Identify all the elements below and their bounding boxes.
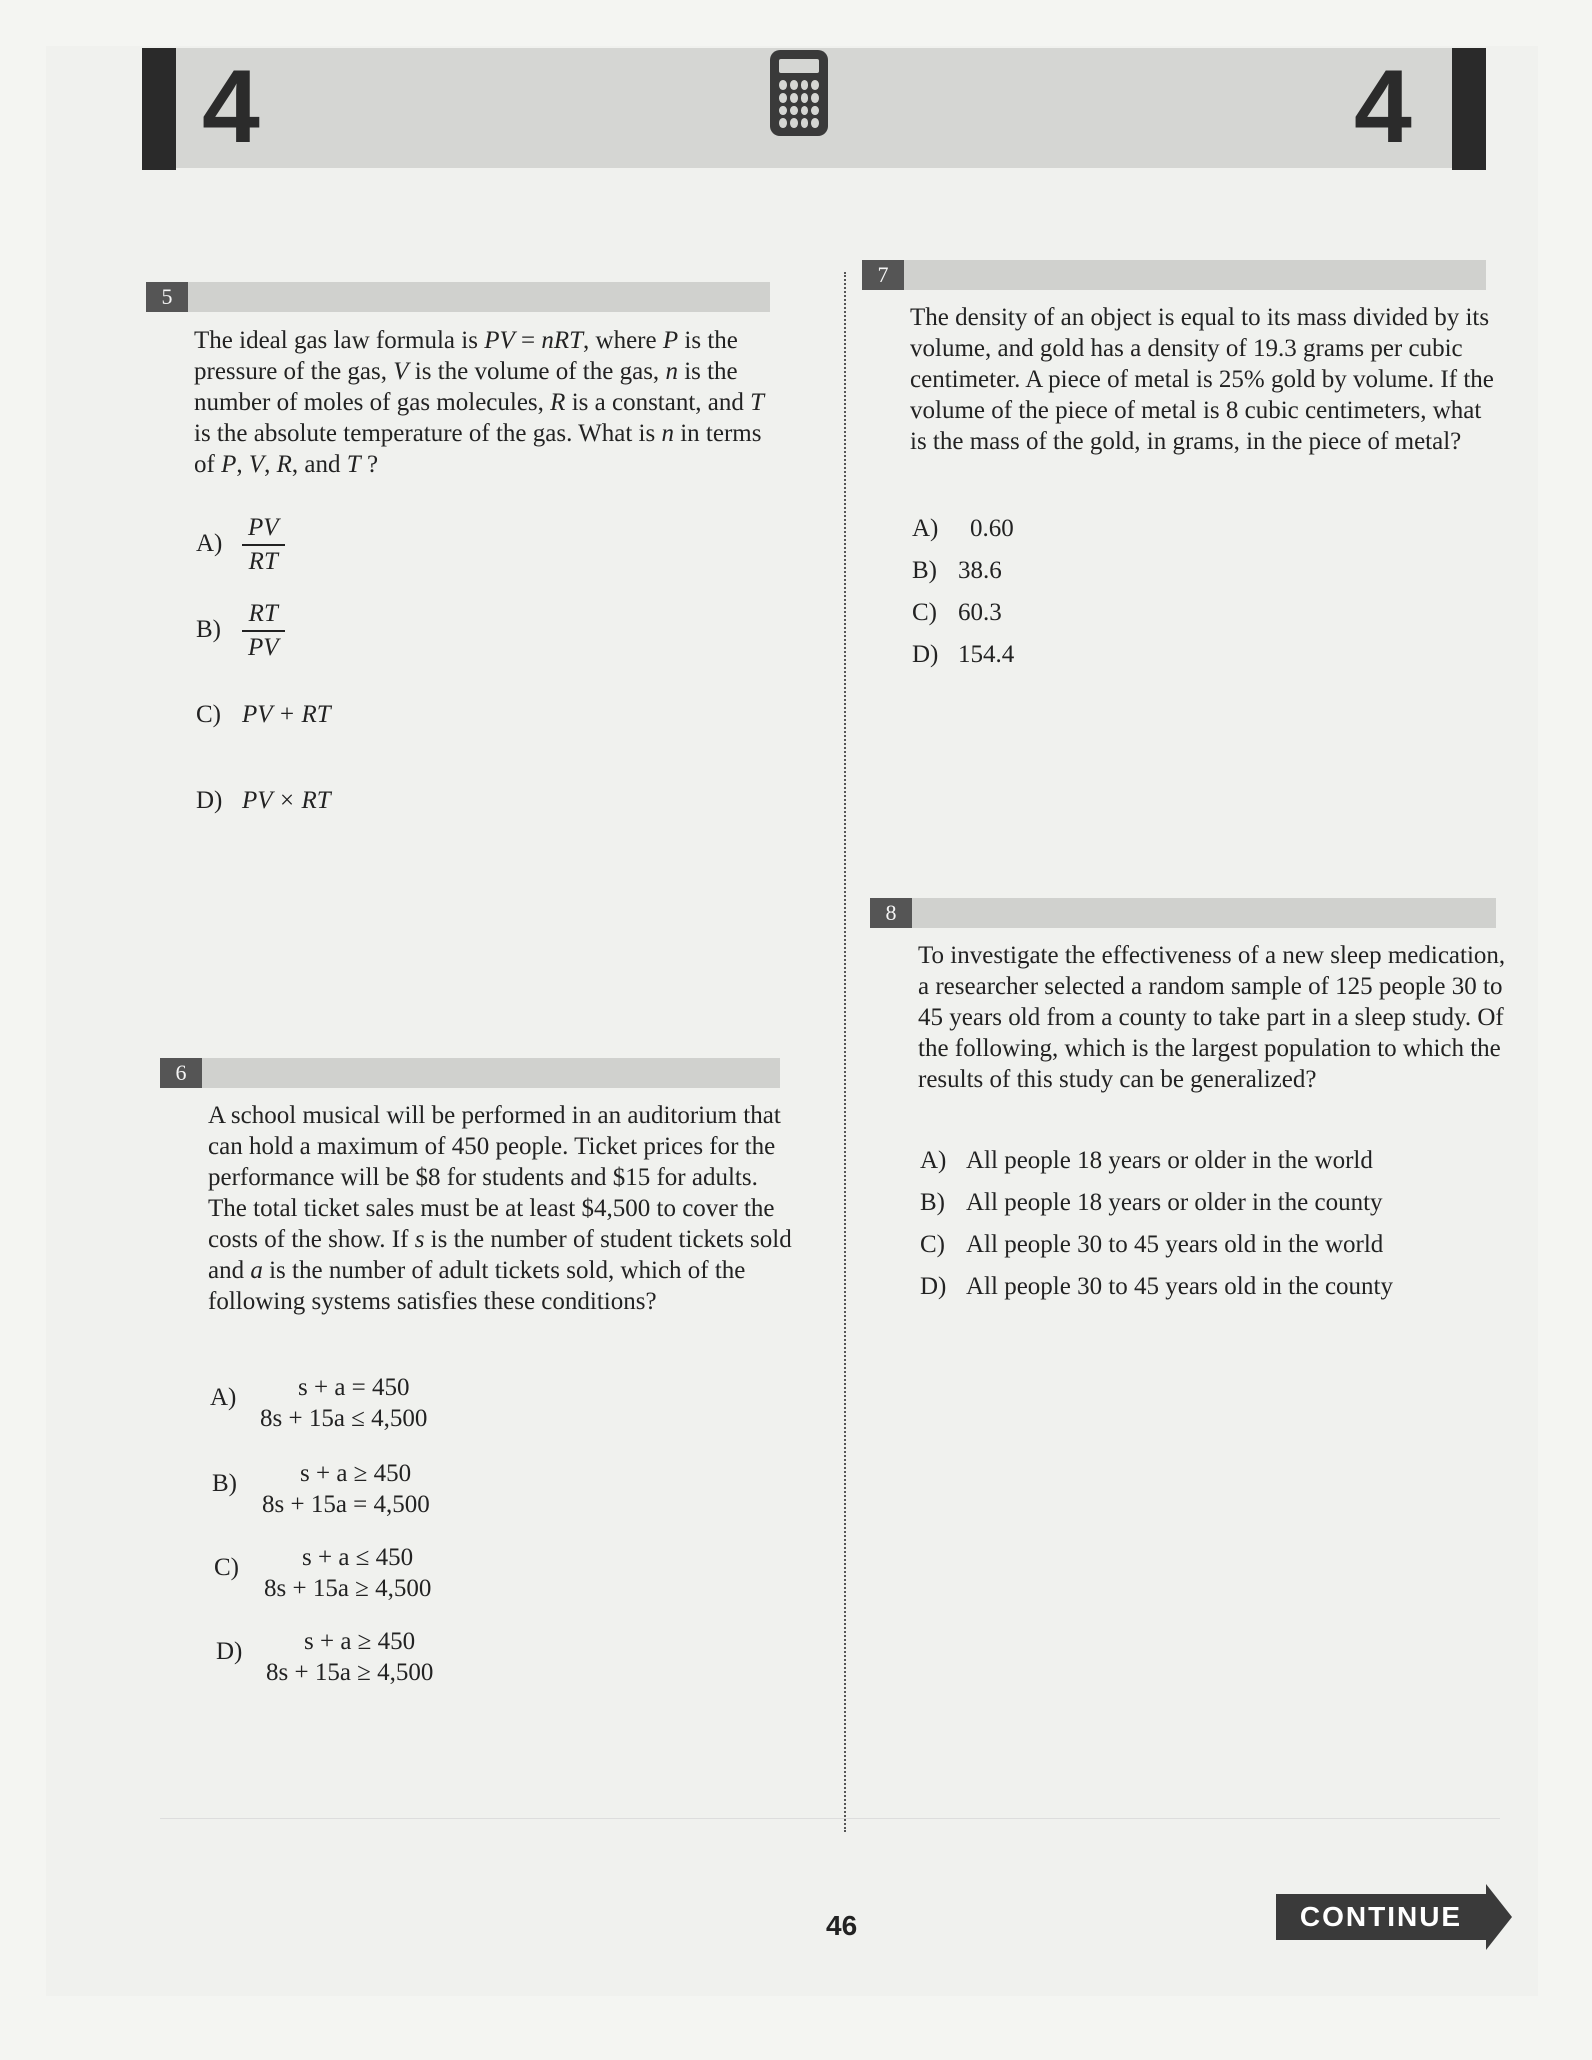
question-5-choice-c[interactable] <box>196 700 331 730</box>
system-line-1: s + a ≥ 450 <box>300 1460 412 1487</box>
question-7-text: The density of an object is equal to its mass divided by its volume, and gold has a density of 19.3 grams per cubic centimeter. A piece of metal is 25% gold by volume. If the volume of the piece of metal is 8 cubic centimeters, what is the mass of the gold, in grams, in the piece of metal? <box>910 304 1494 455</box>
question-7-choice-a[interactable] <box>912 514 1014 544</box>
system-line-1: s + a ≥ 450 <box>304 1628 416 1655</box>
continue-arrow-icon <box>1486 1884 1512 1950</box>
choice-label: B) <box>196 615 221 643</box>
choice-text: 60.3 <box>958 599 1002 626</box>
header-right-bar <box>1452 48 1486 170</box>
question-6-bar <box>160 1058 780 1088</box>
fraction: $\frac{PV}{RT}$ <box>242 512 285 578</box>
question-7-number: 7 <box>862 260 904 290</box>
fraction: $\frac{RT}{PV}$ <box>242 598 285 664</box>
choice-label: A) <box>196 529 223 557</box>
question-6-choice-d[interactable] <box>216 1626 433 1688</box>
question-8-choice-b[interactable] <box>920 1188 1383 1218</box>
choice-label: C) <box>920 1231 945 1258</box>
choice-label: B) <box>912 557 937 584</box>
choice-text: All people 18 years or older in the county <box>966 1189 1383 1216</box>
choice-text: 0.60 <box>970 515 1014 542</box>
choice-label: C) <box>196 701 221 728</box>
page-number: 46 <box>826 1910 858 1941</box>
system-line-1: s + a = 450 <box>298 1374 410 1401</box>
choice-text: PV + RT <box>242 701 331 728</box>
question-6-choice-b[interactable] <box>212 1458 430 1520</box>
system-line-2: 8s + 15a ≥ 4,500 <box>264 1575 432 1602</box>
section-number-right: 4 <box>1354 49 1412 165</box>
question-5-choice-a[interactable] <box>196 512 285 578</box>
choice-text: 154.4 <box>958 641 1015 668</box>
system-line-2: 8s + 15a ≥ 4,500 <box>266 1659 434 1686</box>
question-8-choice-c[interactable] <box>920 1230 1383 1260</box>
question-8-choice-a[interactable] <box>920 1146 1373 1176</box>
continue-button[interactable]: CONTINUE <box>1276 1894 1486 1940</box>
choice-label: A) <box>210 1384 237 1411</box>
system-line-2: 8s + 15a = 4,500 <box>262 1491 430 1518</box>
header-left-bar <box>142 48 176 170</box>
choice-text: All people 30 to 45 years old in the world <box>966 1231 1384 1258</box>
choice-label: A) <box>920 1147 947 1174</box>
question-8-choice-d[interactable] <box>920 1272 1393 1302</box>
choice-text: All people 30 to 45 years old in the county <box>966 1273 1394 1300</box>
choice-text: PV × RT <box>242 787 331 814</box>
question-5-number: 5 <box>146 282 188 312</box>
question-6-number: 6 <box>160 1058 202 1088</box>
choice-text: 38.6 <box>958 557 1002 584</box>
choice-label: A) <box>912 515 939 542</box>
question-6-choice-a[interactable] <box>210 1372 427 1434</box>
section-number-left: 4 <box>202 49 260 165</box>
question-6-text: A school musical will be performed in an auditorium that can hold a maximum of 450 people. Ticket prices for the performance will be $8 for students and $15 for adults. The total ticket sales must be at least $4,500 to cover the costs of the show. If s is the number of student tickets sold and a is the number of adult tickets sold, which of the following systems satisfies these conditions? <box>208 1102 792 1315</box>
question-7-bar <box>862 260 1486 290</box>
question-5-choice-b[interactable] <box>196 598 285 664</box>
question-5-choice-d[interactable] <box>196 786 331 816</box>
choice-label: D) <box>912 641 939 668</box>
footer-rule <box>160 1818 1500 1819</box>
choice-label: C) <box>214 1554 239 1581</box>
question-8-number: 8 <box>870 898 912 928</box>
question-5-text: The ideal gas law formula is PV = nRT, where P is the pressure of the gas, V is the volume of the gas, n is the number of moles of gas molecules, R is a constant, and T is the absolute temperature of the gas. What is n in terms of P, V, R, and T ? <box>194 327 765 478</box>
column-divider <box>844 272 846 1832</box>
question-7-choice-c[interactable] <box>912 598 1002 628</box>
question-5-bar <box>146 282 770 312</box>
question-8-bar <box>870 898 1496 928</box>
choice-label: B) <box>920 1189 945 1216</box>
system-line-2: 8s + 15a ≤ 4,500 <box>260 1405 428 1432</box>
question-8-text: To investigate the effectiveness of a new sleep medication, a researcher selected a random sample of 125 people 30 to 45 years old from a county to take part in a sleep study. Of the following, which is the largest population to which the results of this study can be generalized? <box>918 942 1506 1093</box>
question-7-choice-d[interactable] <box>912 640 1014 670</box>
question-6-choice-c[interactable] <box>214 1542 431 1604</box>
choice-text: All people 18 years or older in the world <box>966 1147 1373 1174</box>
calculator-icon <box>770 50 828 136</box>
choice-label: D) <box>920 1273 947 1300</box>
choice-label: C) <box>912 599 937 626</box>
system-line-1: s + a ≤ 450 <box>302 1544 414 1571</box>
choice-label: B) <box>212 1470 237 1497</box>
choice-label: D) <box>196 787 223 814</box>
choice-label: D) <box>216 1638 243 1665</box>
question-7-choice-b[interactable] <box>912 556 1002 586</box>
